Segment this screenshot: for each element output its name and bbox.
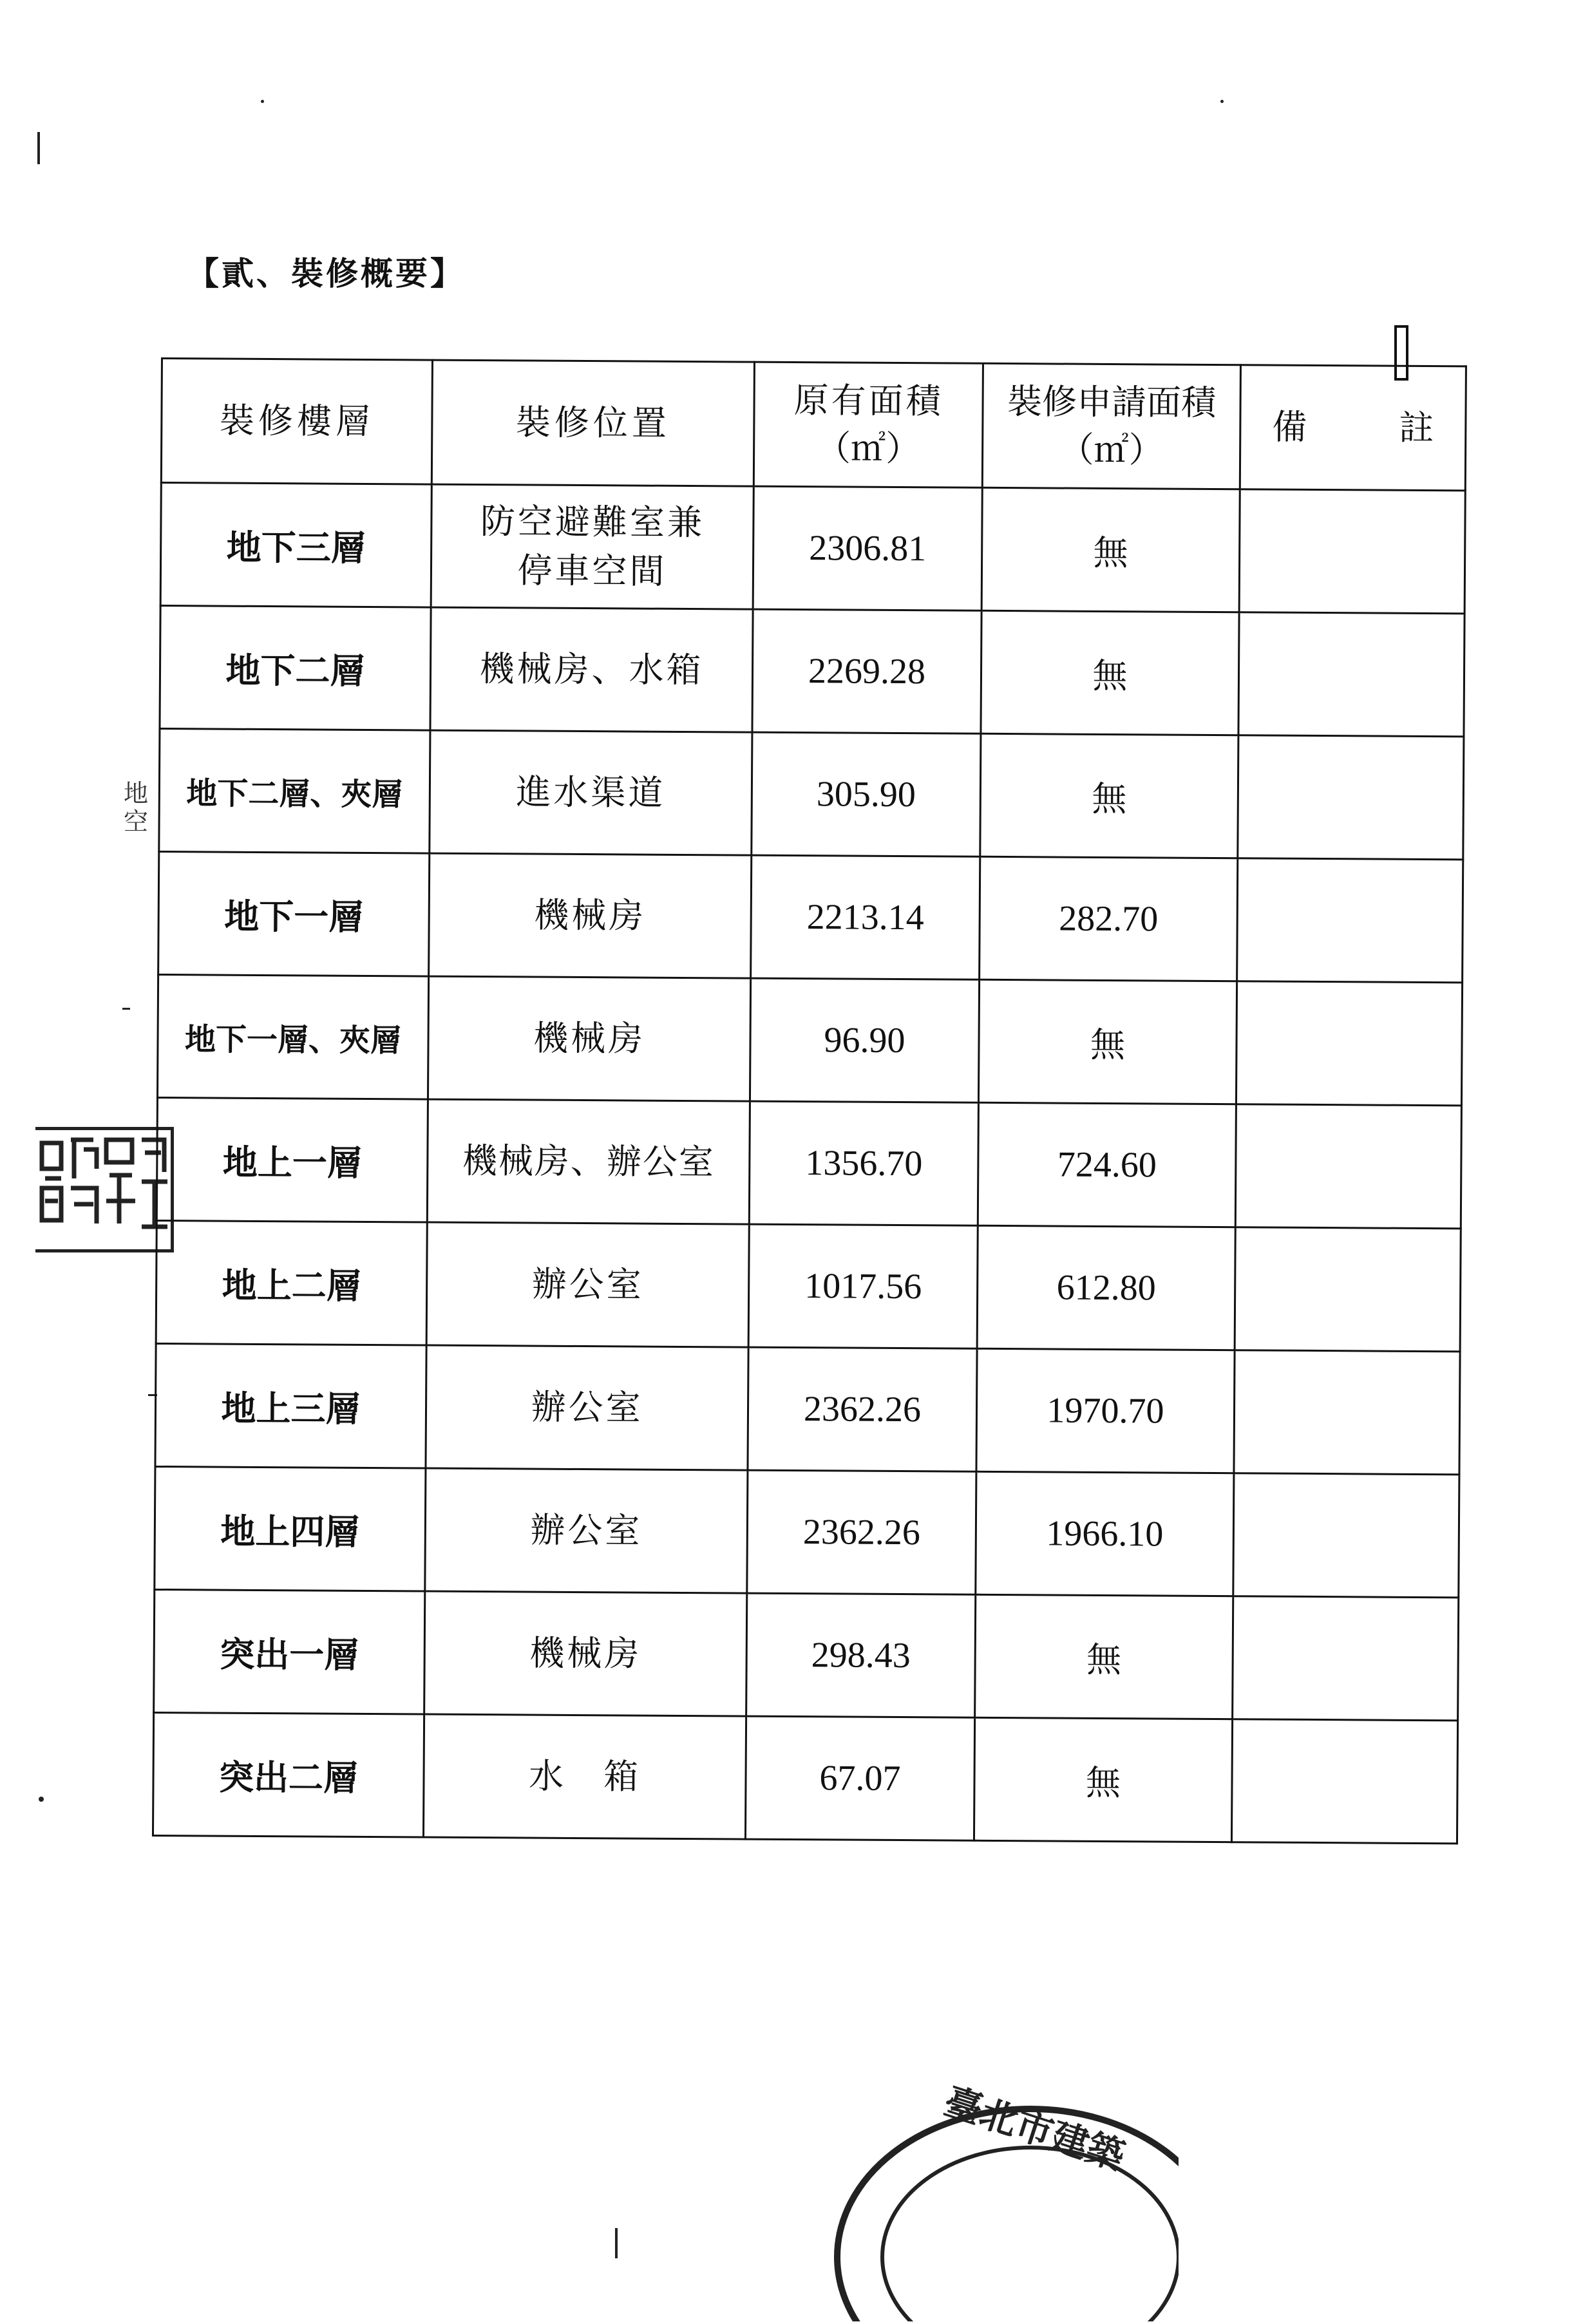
cell-applied-area: 1970.70 — [976, 1348, 1235, 1473]
cell-note — [1233, 1473, 1459, 1598]
header-floor: 裝修樓層 — [161, 359, 432, 485]
cell-location: 進水渠道 — [430, 730, 752, 855]
table-header-row — [161, 359, 1466, 491]
renovation-summary-table — [152, 357, 1467, 1844]
cell-original-area: 1017.56 — [748, 1224, 978, 1348]
seal-ring-art — [818, 2064, 1179, 2321]
header-original-area-label: 原有面積 — [793, 380, 943, 422]
margin-note: 地 空 — [124, 779, 149, 836]
header-applied-area-unit: （㎡） — [1059, 429, 1164, 471]
cell-note — [1239, 489, 1465, 614]
cell-note — [1238, 735, 1464, 860]
cell-applied-area: 無 — [981, 610, 1239, 735]
section-heading: 【貳、裝修概要】 — [187, 254, 465, 292]
official-seal-bottom — [818, 2064, 1179, 2321]
cell-location: 辦公室 — [426, 1222, 749, 1347]
table-row — [160, 483, 1465, 614]
cell-applied-area: 無 — [981, 487, 1240, 612]
cell-floor: 地上二層 — [156, 1220, 427, 1345]
header-note-b: 註 — [1399, 407, 1434, 449]
cell-original-area: 67.07 — [745, 1716, 974, 1840]
cell-location: 機械房 — [429, 853, 752, 978]
cell-original-area: 2362.26 — [747, 1470, 976, 1594]
cell-note — [1231, 1719, 1457, 1844]
scan-dot — [39, 1797, 44, 1802]
scan-mark-bottom — [615, 2228, 618, 2258]
cell-floor: 地上四層 — [155, 1466, 426, 1591]
cell-note — [1237, 858, 1463, 983]
cell-location: 防空避難室兼停車空間 — [431, 484, 753, 609]
header-applied-area — [982, 363, 1240, 489]
cell-original-area: 305.90 — [752, 732, 981, 856]
cell-note — [1235, 1227, 1461, 1352]
cell-floor: 地上一層 — [156, 1097, 428, 1222]
cell-original-area: 298.43 — [746, 1593, 976, 1717]
table-row — [160, 606, 1464, 737]
table-row — [158, 851, 1463, 982]
cell-location: 機械房 — [428, 976, 750, 1101]
cell-floor: 地下一層 — [158, 851, 430, 976]
seal-glyph-art — [35, 1130, 171, 1249]
cell-original-area: 96.90 — [750, 978, 979, 1102]
header-original-area-unit: （㎡） — [815, 428, 921, 469]
cell-location: 機械房 — [424, 1591, 747, 1716]
cell-applied-area: 無 — [975, 1594, 1233, 1719]
cell-applied-area: 282.70 — [980, 856, 1238, 981]
table-row — [159, 728, 1464, 859]
cell-location: 水 箱 — [423, 1714, 746, 1839]
cell-floor: 地下一層、夾層 — [157, 974, 428, 1099]
cell-original-area: 2306.81 — [753, 486, 982, 610]
header-original-area — [753, 362, 983, 487]
cell-floor: 突出二層 — [153, 1712, 424, 1837]
table-row — [153, 1712, 1457, 1843]
cell-note — [1238, 612, 1464, 737]
table-row — [157, 974, 1462, 1105]
table-row — [155, 1343, 1460, 1474]
cell-original-area: 1356.70 — [749, 1101, 978, 1225]
cell-note — [1236, 981, 1462, 1106]
cell-location: 機械房、水箱 — [430, 607, 753, 732]
cell-applied-area: 612.80 — [977, 1225, 1235, 1350]
cell-location: 機械房、辦公室 — [427, 1099, 750, 1224]
table-row — [156, 1220, 1461, 1351]
cell-floor: 地上三層 — [155, 1343, 426, 1468]
header-note-a: 備 — [1272, 406, 1307, 448]
header-note — [1240, 365, 1466, 491]
seal-stamp-left — [35, 1127, 174, 1252]
scan-dot — [1220, 100, 1224, 103]
seal-bottom-text: 臺北市建築 — [938, 2079, 1130, 2179]
cell-applied-area: 無 — [980, 733, 1238, 858]
cell-note — [1235, 1104, 1461, 1229]
cell-applied-area: 無 — [978, 979, 1237, 1104]
cell-applied-area: 無 — [974, 1717, 1232, 1842]
cell-applied-area: 1966.10 — [976, 1471, 1234, 1596]
cell-note — [1234, 1350, 1460, 1475]
cell-original-area: 2213.14 — [751, 855, 980, 979]
cell-note — [1233, 1596, 1459, 1721]
cell-floor: 地下二層 — [160, 606, 431, 731]
header-location: 裝修位置 — [431, 360, 754, 486]
cell-original-area: 2269.28 — [752, 609, 981, 733]
cell-original-area: 2362.26 — [748, 1347, 977, 1471]
scan-dash — [122, 1008, 130, 1010]
table-row — [156, 1097, 1461, 1228]
table-row — [155, 1466, 1459, 1597]
cell-location: 辦公室 — [425, 1468, 748, 1593]
cell-floor: 地下三層 — [160, 483, 431, 608]
cell-floor: 地下二層、夾層 — [159, 728, 430, 853]
table-row — [154, 1589, 1459, 1720]
cell-applied-area: 724.60 — [978, 1102, 1236, 1227]
header-applied-area-label: 裝修申請面積 — [1007, 381, 1217, 424]
cell-location: 辦公室 — [426, 1345, 748, 1470]
scan-mark-left — [37, 132, 40, 164]
cell-floor: 突出一層 — [154, 1589, 425, 1714]
scan-dot — [261, 100, 264, 103]
